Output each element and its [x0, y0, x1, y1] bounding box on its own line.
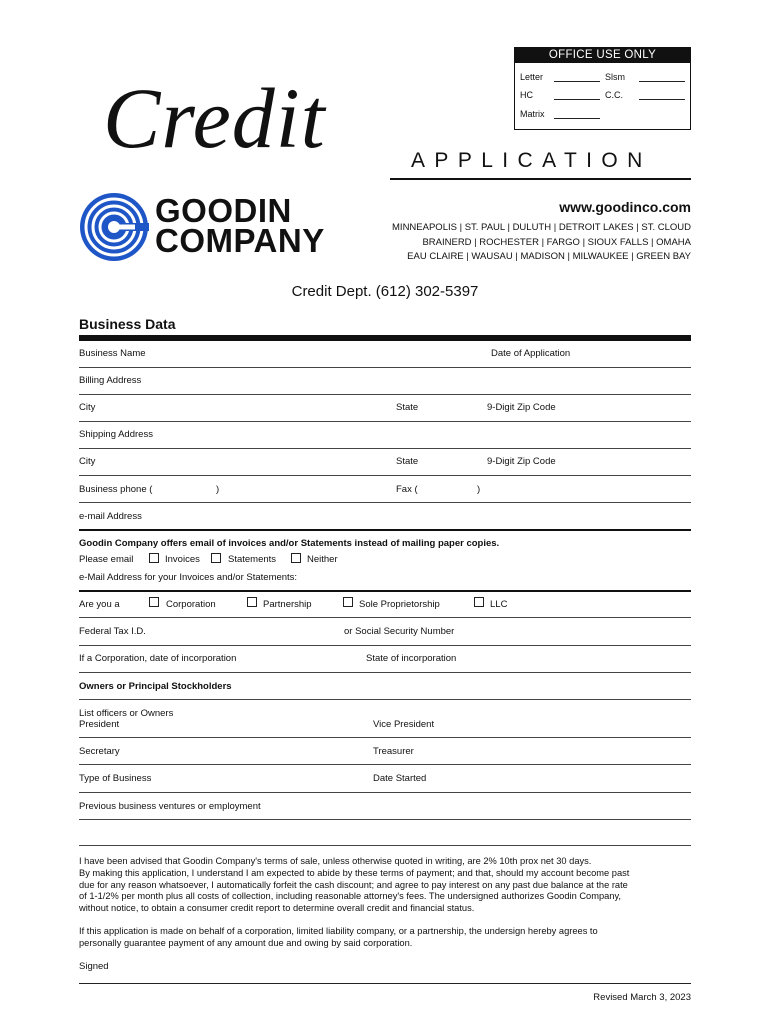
incorporation-state-label: State of incorporation: [366, 653, 457, 664]
statements-checkbox[interactable]: [211, 553, 221, 563]
terms-line: without notice, to obtain a consumer credit report to determine overall credit and financial status.: [79, 903, 475, 914]
shipping-city-field[interactable]: [79, 475, 691, 476]
partnership-label: Partnership: [263, 599, 312, 610]
credit-title: Credit: [103, 70, 326, 166]
terms-line: By making this application, I understand I am expected to abide by these terms of payment; and that, should my account become past: [79, 867, 630, 878]
email-for-invoices-label: e-Mail Address for your Invoices and/or Statements:: [79, 572, 298, 583]
business-phone-label: Business phone (: [79, 484, 153, 495]
previous-ventures-field-2[interactable]: [79, 845, 691, 846]
cities-line-1: MINNEAPOLIS | ST. PAUL | DULUTH | DETROIT LAKES | ST. CLOUD: [392, 222, 691, 233]
president-label: President: [79, 719, 120, 730]
terms-line: due for any reason whatsoever, I automatically forfeit the cash discount; and agree to pay interest on any past due balance at the rate: [79, 879, 628, 890]
billing-zip-label: 9-Digit Zip Code: [487, 402, 556, 413]
partnership-checkbox[interactable]: [247, 597, 257, 607]
president-field[interactable]: [79, 737, 691, 738]
email-for-invoices-field[interactable]: [79, 590, 691, 592]
shipping-zip-label: 9-Digit Zip Code: [487, 456, 556, 467]
billing-city-field[interactable]: [79, 421, 691, 422]
previous-ventures-field[interactable]: [79, 819, 691, 820]
treasurer-label: Treasurer: [373, 746, 414, 757]
incorporation-date-label: If a Corporation, date of incorporation: [79, 653, 237, 664]
office-matrix-label: Matrix: [520, 109, 545, 119]
business-data-title: Business Data: [79, 316, 176, 332]
previous-ventures-label: Previous business ventures or employment: [79, 801, 261, 812]
incorporation-field[interactable]: [79, 672, 691, 673]
neither-checkbox[interactable]: [291, 553, 301, 563]
email-address-label: e-mail Address: [79, 511, 142, 522]
credit-dept-phone: Credit Dept. (612) 302-5397: [291, 283, 479, 300]
fax-close: ): [477, 484, 481, 495]
office-use-box: [514, 47, 691, 130]
signed-label: Signed: [79, 961, 109, 972]
vice-president-label: Vice President: [373, 719, 435, 730]
office-cc-label: C.C.: [605, 90, 623, 100]
billing-address-field[interactable]: [79, 394, 691, 395]
office-use-title: OFFICE USE ONLY: [515, 48, 690, 63]
terms-line: If this application is made on behalf of a corporation, limited liability company, or a partnership, the undersign hereby agrees to: [79, 926, 598, 936]
shipping-state-label: State: [396, 456, 419, 467]
neither-label: Neither: [307, 554, 338, 565]
shipping-address-field[interactable]: [79, 448, 691, 449]
shipping-city-label: City: [79, 456, 96, 467]
terms-paragraph-1: [79, 856, 629, 915]
owners-title: Owners or Principal Stockholders: [79, 681, 232, 692]
office-cc-line[interactable]: [639, 99, 685, 100]
application-title: APPLICATION: [411, 149, 652, 172]
owners-rule: [79, 699, 691, 700]
type-of-business-label: Type of Business: [79, 773, 152, 784]
office-letter-line[interactable]: [554, 81, 600, 82]
entity-type-rule: [79, 617, 691, 618]
billing-state-label: State: [396, 402, 419, 413]
business-data-rule: [79, 335, 691, 341]
shipping-address-label: Shipping Address: [79, 429, 153, 440]
goodin-logo-icon: [79, 192, 149, 262]
corporation-checkbox[interactable]: [149, 597, 159, 607]
brand-name: [155, 192, 325, 259]
terms-paragraph-2: [79, 926, 598, 950]
sole-proprietorship-checkbox[interactable]: [343, 597, 353, 607]
phone-fax-field[interactable]: [79, 502, 691, 503]
secretary-label: Secretary: [79, 746, 120, 757]
website-link[interactable]: www.goodinco.com: [559, 199, 691, 215]
invoices-checkbox[interactable]: [149, 553, 159, 563]
date-started-label: Date Started: [373, 773, 427, 784]
terms-line: of 1-1/2% per month plus all costs of collection, including reasonable attorney's fees. The undersigned authorizes Goodin Company,: [79, 891, 621, 902]
office-letter-label: Letter: [520, 72, 544, 82]
signature-field[interactable]: [79, 983, 691, 984]
ssn-label: or Social Security Number: [344, 626, 455, 637]
invoices-label: Invoices: [165, 554, 200, 565]
corporation-label: Corporation: [166, 599, 216, 610]
federal-tax-id-label: Federal Tax I.D.: [79, 626, 146, 637]
business-name-label: Business Name: [79, 348, 146, 359]
business-name-field[interactable]: [79, 367, 691, 368]
date-of-application-label: Date of Application: [491, 348, 571, 359]
header-rule: [390, 178, 691, 180]
llc-label: LLC: [490, 599, 508, 610]
email-address-field[interactable]: [79, 529, 691, 531]
cities-line-2: BRAINERD | ROCHESTER | FARGO | SIOUX FALLS | OMAHA: [422, 237, 691, 248]
cities-line-3: EAU CLAIRE | WAUSAU | MADISON | MILWAUKEE | GREEN BAY: [407, 251, 691, 262]
billing-address-label: Billing Address: [79, 375, 142, 386]
secretary-field[interactable]: [79, 764, 691, 765]
office-slsm-line[interactable]: [639, 81, 685, 82]
type-of-business-field[interactable]: [79, 792, 691, 793]
list-officers-label: List officers or Owners: [79, 708, 174, 719]
office-matrix-line[interactable]: [554, 118, 600, 119]
sole-proprietorship-label: Sole Proprietorship: [359, 599, 440, 610]
terms-line: I have been advised that Goodin Company's terms of sale, unless otherwise quoted in writing, are 2% 10th prox net 30 days.: [79, 856, 592, 866]
office-hc-label: HC: [520, 90, 533, 100]
brand-line-2: COMPANY: [155, 222, 325, 259]
llc-checkbox[interactable]: [474, 597, 484, 607]
please-email-label: Please email: [79, 554, 134, 565]
statements-label: Statements: [228, 554, 277, 565]
office-slsm-label: Slsm: [605, 72, 625, 82]
are-you-a-label: Are you a: [79, 599, 120, 610]
fax-label: Fax (: [396, 484, 418, 495]
office-hc-line[interactable]: [554, 99, 600, 100]
terms-line: personally guarantee payment of any amount due and owing by said corporation.: [79, 937, 413, 948]
email-offer-text: Goodin Company offers email of invoices and/or Statements instead of mailing paper copies.: [79, 538, 500, 549]
revised-date: Revised March 3, 2023: [593, 992, 691, 1003]
billing-city-label: City: [79, 402, 96, 413]
tax-id-field[interactable]: [79, 645, 691, 646]
business-phone-close: ): [216, 484, 220, 495]
brand-line-1: GOODIN: [155, 192, 292, 229]
